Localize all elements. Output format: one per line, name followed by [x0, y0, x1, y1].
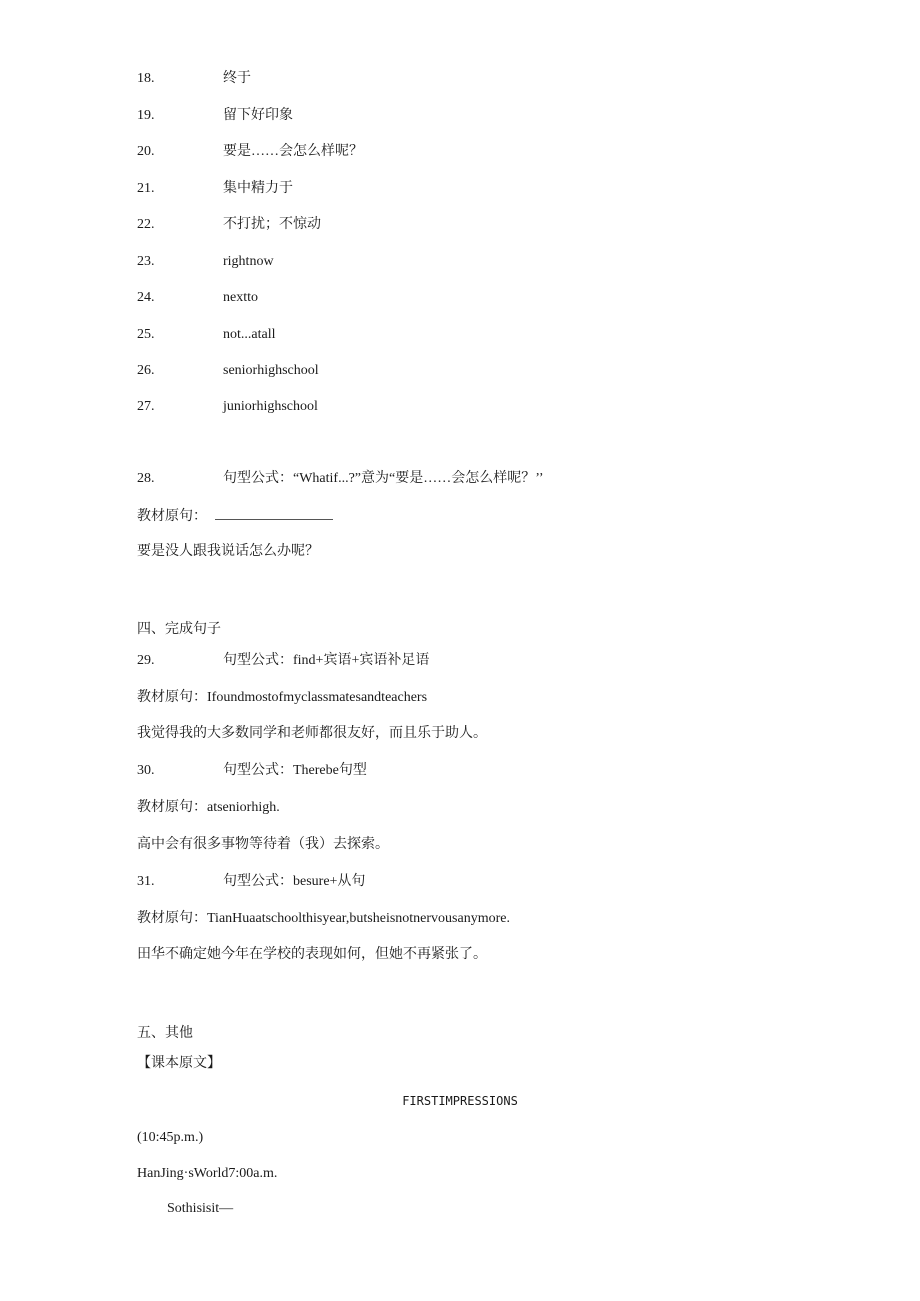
source-label: 教材原句：: [137, 509, 207, 524]
item-text: not...atall: [223, 327, 276, 342]
text-line: HanJing·sWorld7:00a.m.: [137, 1166, 278, 1181]
item-number: 26.: [137, 363, 155, 378]
item-number: 24.: [137, 290, 155, 305]
sentence-formula: 句型公式：“Whatif...?”意为“要是……会怎么样呢？’’: [223, 471, 544, 486]
translation: 要是没人跟我说话怎么办呢？: [137, 544, 319, 559]
item-number: 21.: [137, 181, 155, 196]
section-subheading: 【课本原文】: [137, 1056, 221, 1071]
item-number: 29.: [137, 653, 155, 668]
item-number: 25.: [137, 327, 155, 342]
section-heading: 五、其他: [137, 1026, 193, 1041]
translation: 我觉得我的大多数同学和老师都很友好，而且乐于助人。: [137, 726, 487, 741]
text-title: FIRSTIMPRESSIONS: [402, 1094, 518, 1108]
item-text: 留下好印象: [223, 108, 293, 123]
translation: 田华不确定她今年在学校的表现如何，但她不再紧张了。: [137, 947, 487, 962]
item-text: rightnow: [223, 254, 274, 269]
sentence-formula: 句型公式：Therebe句型: [223, 763, 367, 778]
source-sentence-row: [137, 507, 333, 526]
item-number: 18.: [137, 71, 155, 86]
item-number: 30.: [137, 763, 155, 778]
sentence-formula: 句型公式：find+宾语+宾语补足语: [223, 653, 430, 668]
translation: 高中会有很多事物等待着（我）去探索。: [137, 837, 389, 852]
text-line: Sothisisit—: [167, 1201, 234, 1216]
item-number: 23.: [137, 254, 155, 269]
item-text: 不打扰；不惊动: [223, 217, 321, 232]
item-number: 22.: [137, 217, 155, 232]
item-number: 19.: [137, 108, 155, 123]
item-text: 集中精力于: [223, 181, 293, 196]
item-number: 28.: [137, 471, 155, 486]
sentence-formula: 句型公式：besure+从句: [223, 874, 366, 889]
item-text: 要是……会怎么样呢？: [223, 144, 363, 159]
item-text: nextto: [223, 290, 258, 305]
item-text: 终于: [223, 71, 251, 86]
item-text: juniorhighschool: [223, 399, 318, 414]
source-sentence: 教材原句：Ifoundmostofmyclassmatesandteachers: [137, 690, 428, 705]
section-heading: 四、完成句子: [137, 622, 221, 637]
answer-blank[interactable]: [215, 507, 333, 520]
source-sentence: 教材原句：atseniorhigh.: [137, 800, 280, 815]
source-sentence: 教材原句：TianHuaatschoolthisyear,butsheisnotnervousanymore.: [137, 911, 510, 926]
item-number: 27.: [137, 399, 155, 414]
item-number: 31.: [137, 874, 155, 889]
text-line: (10:45p.m.): [137, 1130, 204, 1145]
item-number: 20.: [137, 144, 155, 159]
item-text: seniorhighschool: [223, 363, 319, 378]
